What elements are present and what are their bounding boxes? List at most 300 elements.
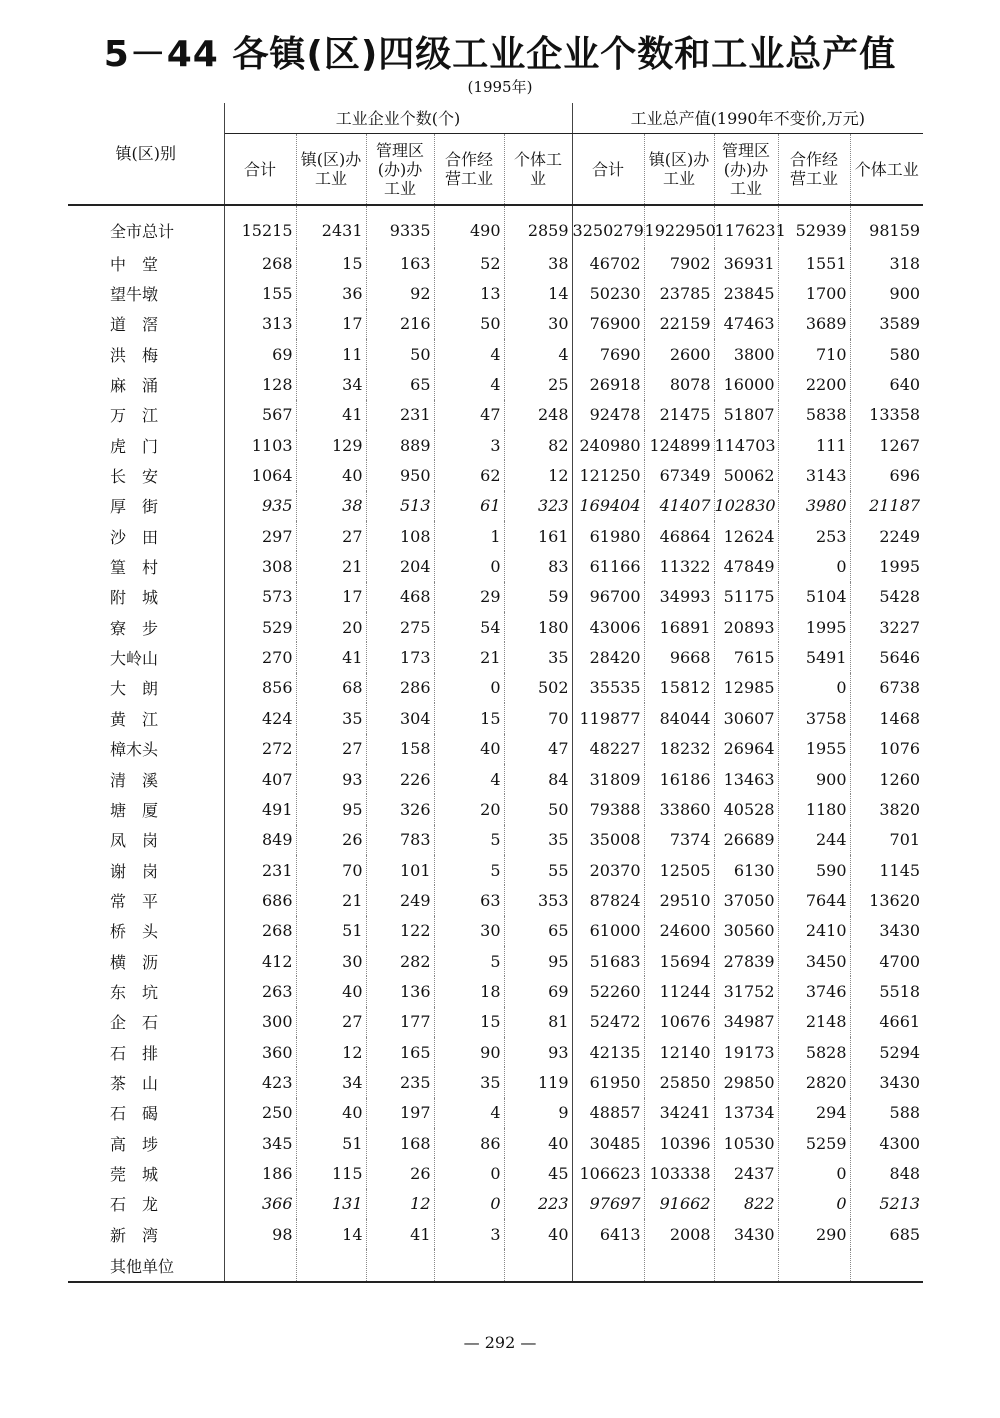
table-cell: 61950 [572,1067,644,1097]
table-cell: 2249 [879,526,921,546]
table-cell: 412 [224,946,296,976]
table-cell: 34 [296,369,366,399]
table-row [68,1037,923,1067]
table-row [68,309,923,339]
table-cell: 20893 [714,612,778,642]
table-cell: 30607 [714,703,778,733]
table-cell: 468 [366,582,434,612]
table-cell: 65 [504,916,572,946]
table-cell: 3820 [879,799,921,819]
table-cell: 21 [296,551,366,581]
table-row [68,764,923,794]
table-cell: 9668 [644,642,714,672]
table-cell: 15694 [644,946,714,976]
row-label: 清溪 [68,764,224,794]
table-cell: 1180 [778,794,850,824]
table-cell [778,1249,850,1282]
table-cell: 0 [434,1189,504,1219]
table-cell: 1 [434,521,504,551]
page-subtitle: (1995年) [467,78,533,96]
table-cell: 47463 [714,309,778,339]
table-cell: 529 [224,612,296,642]
table-cell: 61000 [572,916,644,946]
table-cell: 588 [889,1103,921,1123]
column-header: 个体工业 [504,134,572,206]
table-cell: 35 [296,703,366,733]
table-cell: 68 [296,673,366,703]
table-cell: 47 [504,734,572,764]
row-label: 石碣 [68,1098,224,1128]
table-cell: 3689 [778,309,850,339]
table-cell: 103338 [644,1158,714,1188]
table-row [68,1189,923,1219]
table-row [68,278,923,308]
table-cell: 326 [366,794,434,824]
table-cell: 1700 [778,278,850,308]
row-label: 望牛墩 [68,278,224,308]
table-row [68,1067,923,1097]
table-cell: 15812 [644,673,714,703]
table-cell: 50062 [714,460,778,490]
table-cell: 30 [434,916,504,946]
table-cell: 161 [504,521,572,551]
table-cell: 102830 [714,491,778,521]
table-cell: 165 [366,1037,434,1067]
table-cell: 20370 [572,855,644,885]
table-row [68,855,923,885]
table-row [68,673,923,703]
table-cell: 900 [889,284,921,304]
table-cell: 3589 [879,314,921,334]
table-cell: 67349 [644,460,714,490]
table-cell: 40528 [714,794,778,824]
table-cell: 136 [366,976,434,1006]
table-cell: 84044 [644,703,714,733]
table-cell: 216 [366,309,434,339]
table-cell [850,1249,923,1282]
table-cell: 51 [296,1128,366,1158]
table-cell: 4 [434,1098,504,1128]
table-cell: 15 [434,1007,504,1037]
table-cell: 3746 [778,976,850,1006]
table-cell: 52472 [572,1007,644,1037]
table-cell: 46702 [572,248,644,278]
table-cell: 424 [224,703,296,733]
row-label: 塘厦 [68,794,224,824]
table-cell: 5 [434,946,504,976]
table-cell: 90 [434,1037,504,1067]
table-cell: 27 [296,1007,366,1037]
row-label: 樟木头 [68,734,224,764]
table-cell: 250 [224,1098,296,1128]
table-cell: 323 [504,491,572,521]
table-cell [644,1249,714,1282]
table-cell: 6413 [572,1219,644,1249]
table-cell: 131 [296,1189,366,1219]
table-cell: 70 [504,703,572,733]
table-cell: 567 [224,400,296,430]
table-cell: 1267 [879,435,921,455]
table-cell: 16891 [644,612,714,642]
table-cell: 3430 [879,1072,921,1092]
table-cell: 3450 [778,946,850,976]
table-cell: 95 [296,794,366,824]
table-cell: 7690 [572,339,644,369]
table-cell: 69 [224,339,296,369]
table-cell: 1955 [778,734,850,764]
table-cell: 345 [224,1128,296,1158]
table-cell: 38 [296,491,366,521]
table-cell: 76900 [572,309,644,339]
table-cell: 186 [224,1158,296,1188]
table-cell: 3430 [714,1219,778,1249]
row-label: 其他单位 [68,1249,224,1282]
table-cell: 11 [296,339,366,369]
table-cell: 61166 [572,551,644,581]
table-cell: 0 [778,1189,850,1219]
table-cell: 19173 [714,1037,778,1067]
table-cell: 83 [504,551,572,581]
table-cell: 21 [296,885,366,915]
table-cell: 40 [296,1098,366,1128]
row-label: 沙田 [68,521,224,551]
row-label: 大朗 [68,673,224,703]
table-cell: 92478 [572,400,644,430]
table-cell: 6738 [879,678,921,698]
table-cell: 1176231 [714,205,778,248]
table-cell: 20 [296,612,366,642]
table-cell: 121250 [572,460,644,490]
table-cell: 13358 [869,405,921,425]
table-cell: 11322 [644,551,714,581]
row-label: 横沥 [68,946,224,976]
table-cell: 29510 [644,885,714,915]
table-cell: 18 [434,976,504,1006]
table-cell: 31752 [714,976,778,1006]
row-label: 常平 [68,885,224,915]
table-cell: 50 [434,309,504,339]
table-row [68,430,923,460]
table-cell: 282 [366,946,434,976]
row-label: 中堂 [68,248,224,278]
table-cell: 38 [504,248,572,278]
table-cell: 9 [504,1098,572,1128]
stub-header: 镇(区)别 [68,103,224,205]
row-label: 黄江 [68,703,224,733]
row-label: 寮步 [68,612,224,642]
table-cell: 240980 [572,430,644,460]
table-cell: 360 [224,1037,296,1067]
table-cell: 3143 [778,460,850,490]
table-cell: 15 [434,703,504,733]
table-cell: 25 [504,369,572,399]
table-cell: 51175 [714,582,778,612]
row-label: 长安 [68,460,224,490]
table-row [68,1219,923,1249]
table-cell: 1076 [879,739,921,759]
table-cell: 685 [889,1224,921,1244]
table-cell: 889 [366,430,434,460]
table-cell: 290 [778,1219,850,1249]
table-cell: 98159 [869,220,921,240]
row-label: 茶山 [68,1067,224,1097]
table-cell: 81 [504,1007,572,1037]
table-cell: 17 [296,309,366,339]
table-cell: 69 [504,976,572,1006]
table-cell: 7374 [644,825,714,855]
table-cell: 36 [296,278,366,308]
table-cell: 590 [778,855,850,885]
table-cell: 96700 [572,582,644,612]
table-cell: 47849 [714,551,778,581]
table-cell: 24600 [644,916,714,946]
row-label: 全市总计 [68,205,224,248]
table-cell: 12624 [714,521,778,551]
table-cell: 13620 [869,890,921,910]
table-cell: 30560 [714,916,778,946]
table-cell: 1995 [879,557,921,577]
industry-table [68,103,923,1283]
table-cell: 573 [224,582,296,612]
table-cell: 580 [889,344,921,364]
table-cell: 231 [224,855,296,885]
table-cell: 92 [366,278,434,308]
table-cell: 51807 [714,400,778,430]
table-row [68,369,923,399]
table-cell: 15 [296,248,366,278]
table-cell: 29850 [714,1067,778,1097]
table-cell: 5 [434,855,504,885]
table-cell: 23785 [644,278,714,308]
table-cell: 696 [889,466,921,486]
table-cell: 10530 [714,1128,778,1158]
table-cell: 40 [504,1219,572,1249]
row-label: 万江 [68,400,224,430]
table-cell: 23845 [714,278,778,308]
table-cell: 119877 [572,703,644,733]
table-cell: 822 [714,1189,778,1219]
table-row [68,734,923,764]
table-cell: 21475 [644,400,714,430]
table-row [68,946,923,976]
table-cell: 168 [366,1128,434,1158]
table-cell: 41407 [644,491,714,521]
table-cell: 79388 [572,794,644,824]
row-label: 附城 [68,582,224,612]
table-cell: 935 [224,491,296,521]
row-label: 谢岗 [68,855,224,885]
table-cell: 7615 [714,642,778,672]
table-cell: 491 [224,794,296,824]
table-row [68,248,923,278]
table-cell: 423 [224,1067,296,1097]
table-row [68,339,923,369]
row-label: 麻涌 [68,369,224,399]
table-cell: 45 [504,1158,572,1188]
table-cell: 43006 [572,612,644,642]
table-cell: 1145 [879,860,921,880]
table-cell: 114703 [714,430,778,460]
table-cell: 34987 [714,1007,778,1037]
table-cell: 3 [434,430,504,460]
table-cell: 5294 [879,1042,921,1062]
table-cell: 41 [296,642,366,672]
table-cell: 272 [224,734,296,764]
table-cell: 640 [889,375,921,395]
table-cell: 163 [366,248,434,278]
row-label: 高埗 [68,1128,224,1158]
table-cell: 40 [296,460,366,490]
table-cell: 3980 [778,491,850,521]
table-cell: 106623 [572,1158,644,1188]
table-cell [504,1249,572,1282]
row-label: 新湾 [68,1219,224,1249]
page-number: — 292 — [463,1333,537,1352]
table-cell: 11244 [644,976,714,1006]
table-cell: 93 [296,764,366,794]
table-cell: 2410 [778,916,850,946]
column-header: 镇(区)办工业 [644,134,714,206]
table-cell: 5213 [879,1194,921,1214]
table-cell: 28420 [572,642,644,672]
table-cell: 856 [224,673,296,703]
table-cell: 14 [504,278,572,308]
table-cell: 13734 [714,1098,778,1128]
table-cell: 98 [224,1219,296,1249]
table-cell: 35 [504,642,572,672]
row-label: 企石 [68,1007,224,1037]
table-cell: 3 [434,1219,504,1249]
table-cell: 129 [296,430,366,460]
table-cell: 490 [434,205,504,248]
table-row [68,976,923,1006]
row-label: 莞城 [68,1158,224,1188]
table-cell: 177 [366,1007,434,1037]
column-header: 合作经营工业 [778,134,850,206]
table-cell: 27839 [714,946,778,976]
table-cell [296,1249,366,1282]
table-cell: 0 [778,673,850,703]
row-label: 洪梅 [68,339,224,369]
table-cell: 17 [296,582,366,612]
table-cell: 37050 [714,885,778,915]
table-cell: 12 [296,1037,366,1067]
table-cell: 169404 [572,491,644,521]
table-cell: 1995 [778,612,850,642]
table-cell: 59 [504,582,572,612]
table-cell: 51 [296,916,366,946]
table-cell: 318 [889,253,921,273]
table-row [68,885,923,915]
table-cell: 18232 [644,734,714,764]
table-cell: 82 [504,430,572,460]
table-cell: 407 [224,764,296,794]
row-label: 厚街 [68,491,224,521]
table-cell: 1064 [224,460,296,490]
table-cell: 50230 [572,278,644,308]
row-label: 道滘 [68,309,224,339]
table-cell: 15215 [224,205,296,248]
table-cell: 300 [224,1007,296,1037]
table-cell: 3430 [879,921,921,941]
table-cell: 783 [366,825,434,855]
table-cell: 268 [224,916,296,946]
table-cell: 5104 [778,582,850,612]
column-header: 管理区(办)办工业 [366,134,434,206]
table-cell: 40 [504,1128,572,1158]
row-label: 桥头 [68,916,224,946]
table-cell: 7644 [778,885,850,915]
table-cell: 5259 [778,1128,850,1158]
page-title: 5－44 各镇(区)四级工业企业个数和工业总产值 [103,34,897,75]
table-cell: 1468 [879,708,921,728]
table-cell: 41 [366,1219,434,1249]
table-cell: 0 [434,673,504,703]
table-cell: 12140 [644,1037,714,1067]
table-row [68,825,923,855]
table-row [68,916,923,946]
table-cell: 502 [504,673,572,703]
table-cell [714,1249,778,1282]
table-cell: 91662 [644,1189,714,1219]
table-cell: 286 [366,673,434,703]
table-cell: 173 [366,642,434,672]
table-cell: 34241 [644,1098,714,1128]
column-header: 合计 [224,134,296,206]
table-cell: 124899 [644,430,714,460]
table-row [68,1249,923,1282]
table-cell: 226 [366,764,434,794]
table-cell: 9335 [366,205,434,248]
table-cell: 36931 [714,248,778,278]
table-cell: 7902 [644,248,714,278]
table-cell: 0 [434,1158,504,1188]
table-cell: 40 [434,734,504,764]
table-cell: 366 [224,1189,296,1219]
table-cell: 21 [434,642,504,672]
table-cell: 294 [778,1098,850,1128]
table-cell: 65 [366,369,434,399]
table-cell: 12985 [714,673,778,703]
table-cell: 2859 [504,205,572,248]
table-cell: 16186 [644,764,714,794]
table-cell: 52939 [778,205,850,248]
table-cell: 93 [504,1037,572,1067]
table-cell: 30 [504,309,572,339]
table-cell: 1260 [879,769,921,789]
table-cell: 235 [366,1067,434,1097]
table-cell: 8078 [644,369,714,399]
table-cell: 122 [366,916,434,946]
table-row [68,521,923,551]
table-cell: 52260 [572,976,644,1006]
table-cell: 30485 [572,1128,644,1158]
table-cell: 2820 [778,1067,850,1097]
table-cell: 155 [224,278,296,308]
table-cell: 223 [504,1189,572,1219]
table-cell: 2431 [296,205,366,248]
table-cell: 55 [504,855,572,885]
table-cell: 50 [504,794,572,824]
table-row [68,612,923,642]
table-cell: 4300 [879,1133,921,1153]
table-cell: 25850 [644,1067,714,1097]
table-cell: 13 [434,278,504,308]
table-cell: 48857 [572,1098,644,1128]
table-cell: 3250279 [572,205,644,248]
row-label: 石排 [68,1037,224,1067]
table-cell: 63 [434,885,504,915]
